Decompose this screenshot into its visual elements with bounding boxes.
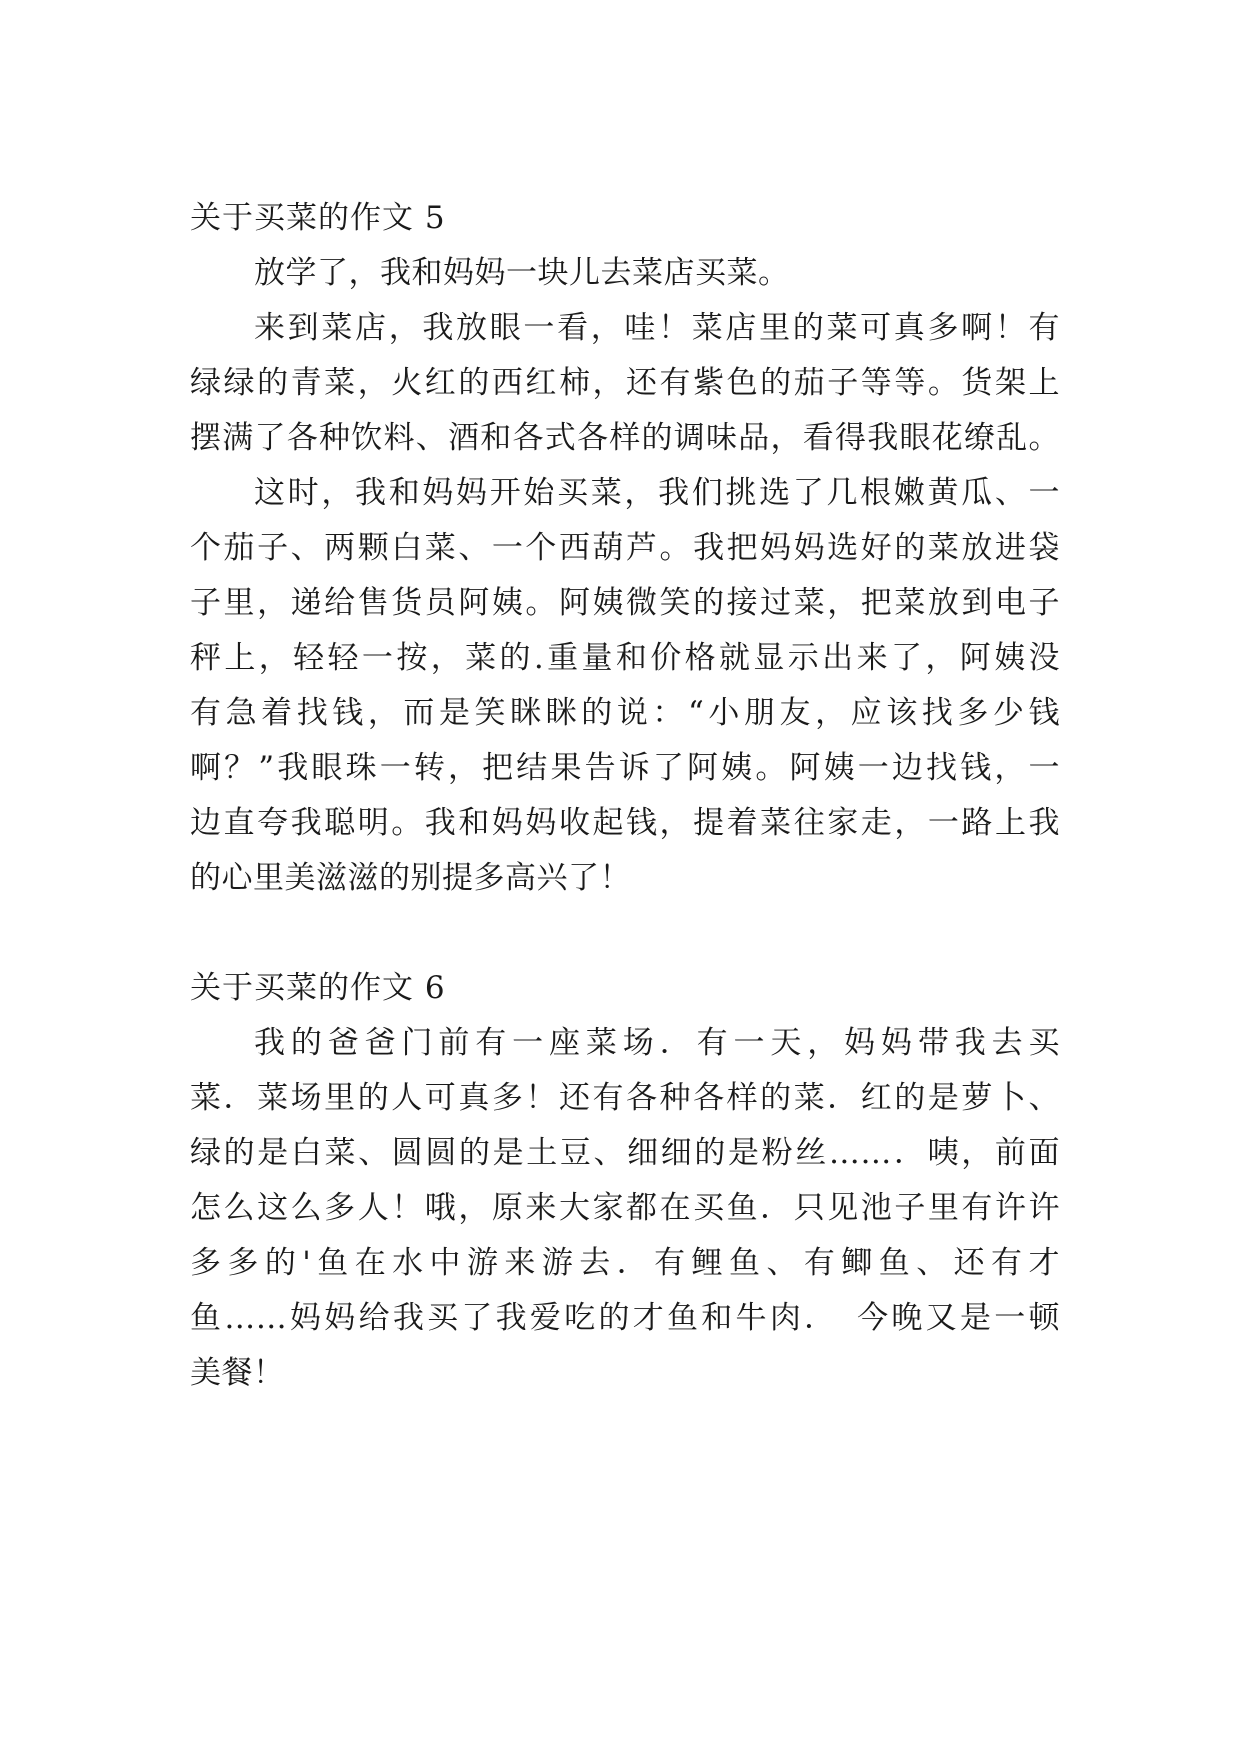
essay-5-line: 个茄子、两颗白菜、一个西葫芦。我把妈妈选好的菜放进袋 bbox=[190, 530, 1060, 566]
essay-5-line: 秤上，轻轻一按，菜的.重量和价格就显示出来了，阿姨没 bbox=[190, 640, 1060, 676]
essay-6-line: 多多的'鱼在水中游来游去．有鲤鱼、有鲫鱼、还有才 bbox=[190, 1245, 1060, 1281]
essay-6-line: 怎么这么多人！哦，原来大家都在买鱼．只见池子里有许许 bbox=[190, 1190, 1060, 1226]
essay-5-line: 摆满了各种饮料、酒和各式各样的调味品，看得我眼花缭乱。 bbox=[190, 420, 1060, 456]
essay-6-line: 我的爸爸门前有一座菜场．有一天，妈妈带我去买 bbox=[254, 1025, 1060, 1061]
essay-5-line: 这时，我和妈妈开始买菜，我们挑选了几根嫩黄瓜、一 bbox=[254, 475, 1060, 511]
essay-6-line: 美餐！ bbox=[190, 1355, 285, 1391]
essay-5-line: 啊？”我眼珠一转，把结果告诉了阿姨。阿姨一边找钱，一 bbox=[190, 750, 1060, 786]
essay-6-line: 鱼……妈妈给我买了我爱吃的才鱼和牛肉． 今晚又是一顿 bbox=[190, 1300, 1060, 1336]
essay-6-line: 菜．菜场里的人可真多！还有各种各样的菜．红的是萝卜、 bbox=[190, 1080, 1060, 1116]
essay-6-line: 绿的是白菜、圆圆的是土豆、细细的是粉丝……．咦，前面 bbox=[190, 1135, 1060, 1171]
essay-5-line: 子里，递给售货员阿姨。阿姨微笑的接过菜，把菜放到电子 bbox=[190, 585, 1060, 621]
essay-5-line: 绿绿的青菜，火红的西红柿，还有紫色的茄子等等。货架上 bbox=[190, 365, 1060, 401]
essay-5-line: 放学了，我和妈妈一块儿去菜店买菜。 bbox=[254, 255, 790, 291]
essay-5-title: 关于买菜的作文 5 bbox=[190, 200, 446, 236]
essay-5-line: 边直夸我聪明。我和妈妈收起钱，提着菜往家走，一路上我 bbox=[190, 805, 1060, 841]
essay-6-title: 关于买菜的作文 6 bbox=[190, 970, 446, 1006]
essay-5-line: 来到菜店，我放眼一看，哇！菜店里的菜可真多啊！有 bbox=[254, 310, 1060, 346]
essay-5-line: 的心里美滋滋的别提多高兴了！ bbox=[190, 860, 631, 896]
essay-5-line: 有急着找钱，而是笑眯眯的说：“小朋友，应该找多少钱 bbox=[190, 695, 1060, 731]
